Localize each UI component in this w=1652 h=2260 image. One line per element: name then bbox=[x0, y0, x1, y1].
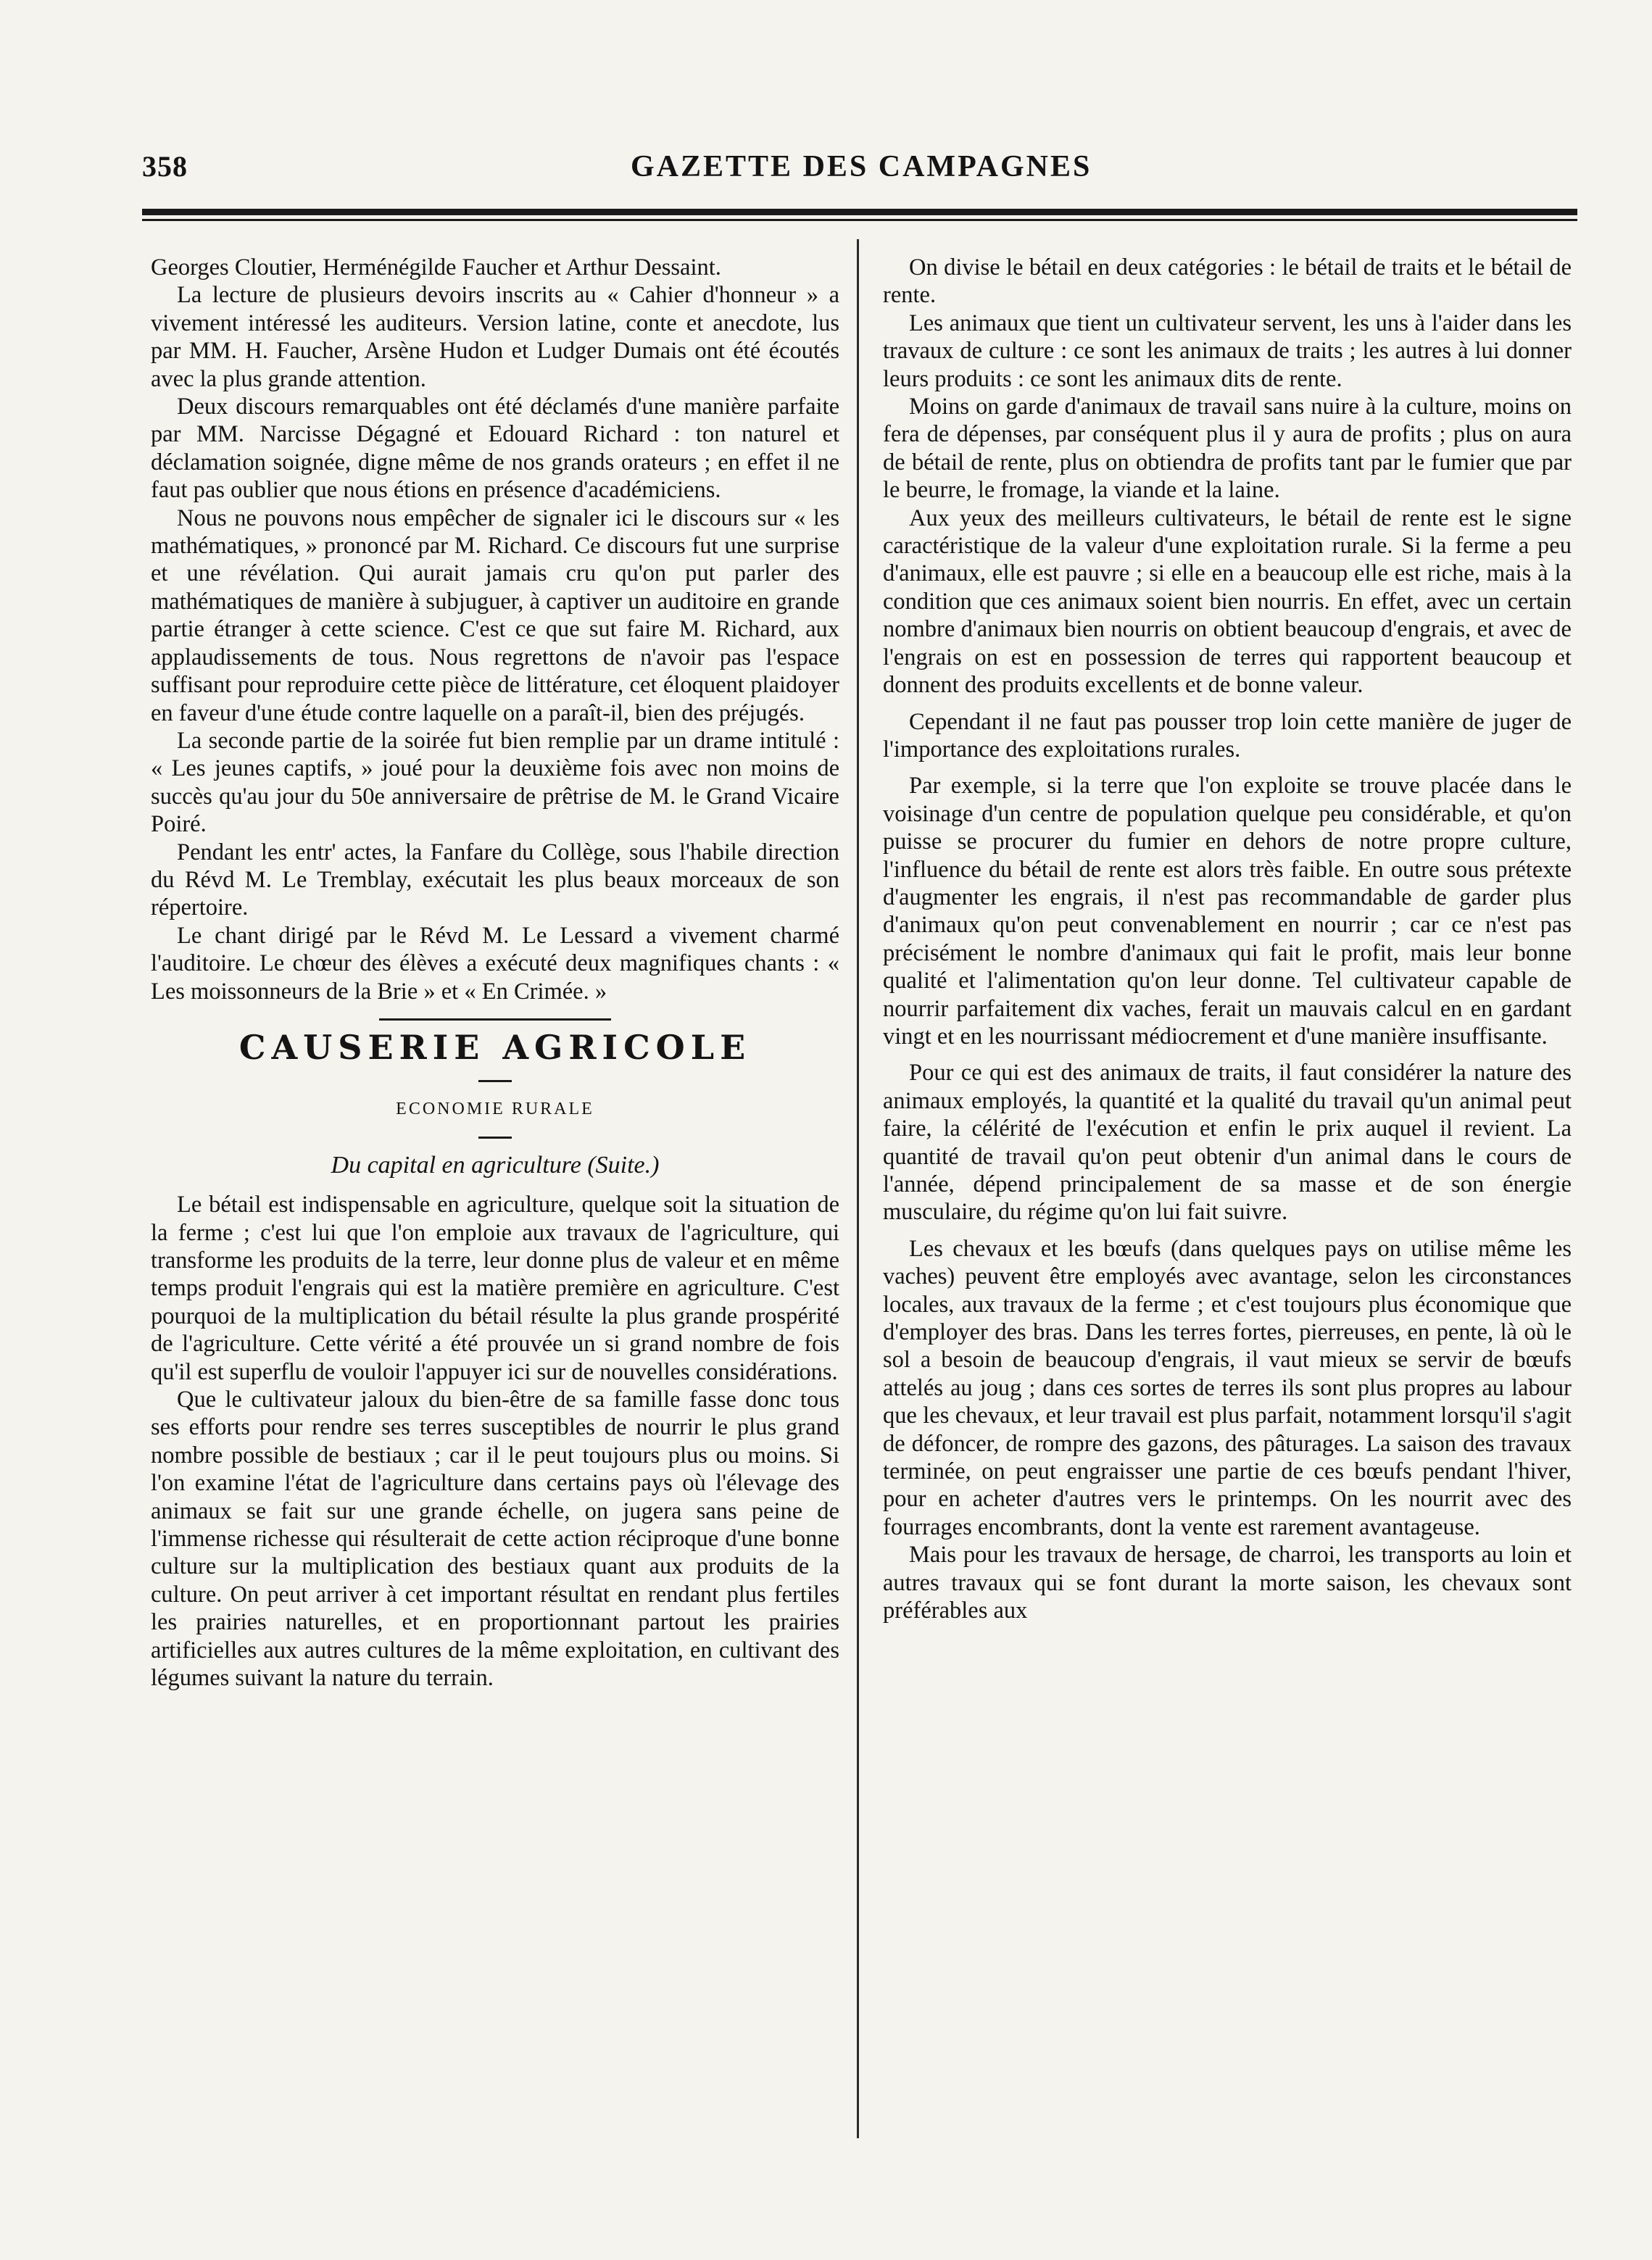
paragraph: Moins on garde d'animaux de travail sans nuire à la culture, moins on fera de dépenses, par conséquent plus il y aura de profits ; plus on aura de bétail de rente, plus on obtiendra de profits tant par le fumier que par le beurre, le fromage, la viande et la laine. bbox=[883, 394, 1572, 504]
paragraph: Les animaux que tient un cultivateur servent, les uns à l'aider dans les travaux de culture : ce sont les animaux de traits ; les autres à lui donner leurs produits : ce sont les animaux dits de rente. bbox=[883, 309, 1572, 392]
paragraph: Les chevaux et les bœufs (dans quelques pays on utilise même les vaches) peuvent être employés avec avantage, selon les circonstances locales, aux travaux de la ferme ; et c'est toujours plus économique que d'employer des bras. Dans les terres fortes, pierreuses, en pente, là où le sol a besoin de beaucoup d'engrais, il vaut mieux se servir de bœufs attelés au joug ; dans ces sortes de terres ils sont plus propres au labour que les chevaux, et leur travail est plus parfait, notamment lorsqu'il s'agit de défoncer, de rompre des gazons, des pâturages. La saison des travaux terminée, on peut engraisser une partie de ces bœufs pendant l'hiver, pour en acheter d'autres vers le printemps. On les nourrit avec des fourrages encombrants, dont la vente est rarement avantageuse. bbox=[883, 1235, 1572, 1540]
paragraph: Aux yeux des meilleurs cultivateurs, le bétail de rente est le signe caractéristique de la valeur d'une exploitation rurale. Si la ferme a peu d'animaux, elle est pauvre ; si elle en a beaucoup elle est riche, mais à la condition que ces animaux soient bien nourris. En effet, avec un certain nombre d'animaux bien nourris on obtient beaucoup d'engrais, et avec de l'engrais on est en possession de terres qui rapportent beaucoup et donnent des produits excellents et de bonne valeur. bbox=[883, 504, 1572, 699]
left-column bbox=[151, 254, 839, 1692]
section-rule bbox=[379, 1018, 611, 1021]
short-rule bbox=[478, 1137, 512, 1139]
paragraph: Nous ne pouvons nous empêcher de signaler ici le discours sur « les mathématiques, » prononcé par M. Richard. Ce discours fut une surprise et une révélation. Qui aurait jamais cru qu'on put parler des mathématiques de manière à subjuguer, à captiver un auditoire en grande partie étranger à cette science. C'est ce que sut faire M. Richard, aux applaudissements de tous. Nous regrettons de n'avoir pas l'espace suffisant pour reproduire cette pièce de littérature, cet éloquent plaidoyer en faveur d'une étude contre laquelle on a paraît-il, bien des préjugés. bbox=[151, 504, 839, 726]
subsection-heading: ECONOMIE RURALE bbox=[396, 1100, 594, 1119]
column-divider bbox=[857, 239, 859, 2138]
header-rule-thin bbox=[142, 219, 1577, 221]
paragraph: Le chant dirigé par le Révd M. Le Lessard a vivement charmé l'auditoire. Le chœur des élèves a exécuté deux magnifiques chants : « Les moissonneurs de la Brie » et « En Crimée. » bbox=[151, 922, 839, 1005]
header-rule bbox=[142, 209, 1577, 215]
paragraph: Par exemple, si la terre que l'on exploite se trouve placée dans le voisinage d'un centre de population quelque peu considérable, et qu'on puisse se procurer du fumier en dehors de notre propre culture, l'influence du bétail de rente est alors très faible. En outre sous prétexte d'augmenter les engrais, il n'est pas recommandable de garder plus d'animaux qu'on peut convenablement en nourrir ; car ce n'est pas précisément le nombre d'animaux qui fait le profit, mais leur bonne qualité et l'alimentation qu'on leur donne. Tel cultivateur capable de nourrir parfaitement dix vaches, ferait un mauvais calcul en en gardant vingt et en les nourrissant médiocrement et d'une manière insuffisante. bbox=[883, 773, 1572, 1050]
running-head: GAZETTE DES CAMPAGNES bbox=[631, 150, 1092, 183]
paragraph: La seconde partie de la soirée fut bien remplie par un drame intitulé : « Les jeunes captifs, » joué pour la deuxième fois avec non moins de succès qu'au jour du 50e anniversaire de prêtrise de M. le Grand Vicaire Poiré. bbox=[151, 727, 839, 838]
paragraph: Georges Cloutier, Herménégilde Faucher et Arthur Dessaint. bbox=[151, 254, 721, 281]
short-rule bbox=[478, 1080, 512, 1082]
page-number: 358 bbox=[142, 150, 188, 183]
section-title: CAUSERIE AGRICOLE bbox=[238, 1027, 752, 1067]
paragraph: Pendant les entr' actes, la Fanfare du Collège, sous l'habile direction du Révd M. Le Tremblay, exécutait les plus beaux morceaux de son répertoire. bbox=[151, 839, 839, 921]
paragraph: On divise le bétail en deux catégories : le bétail de traits et le bétail de rente. bbox=[883, 254, 1572, 309]
paragraph: Que le cultivateur jaloux du bien-être de sa famille fasse donc tous ses efforts pour rendre ses terres susceptibles de nourrir le plus grand nombre possible de bestiaux ; car il le peut toujours plus ou moins. Si l'on examine l'état de l'agriculture dans certains pays où l'élevage des animaux se fait sur une grande échelle, on jugera sans peine de l'immense richesse qui résulterait de cette action réciproque d'une bonne culture sur la multiplication des bestiaux quant aux produits de la culture. On peut arriver à cet important résultat en rendant plus fertiles les prairies naturelles, et en proportionnant partout les prairies artificielles aux autres cultures de la même exploitation, en cultivant des légumes suivant la nature du terrain. bbox=[151, 1387, 839, 1692]
paragraph: Deux discours remarquables ont été déclamés d'une manière parfaite par MM. Narcisse Dégagné et Edouard Richard : ton naturel et déclamation soignée, digne même de nos grands orateurs ; en effet il ne faut pas oublier que nous étions en présence d'académiciens. bbox=[151, 394, 839, 504]
paragraph: Cependant il ne faut pas pousser trop loin cette manière de juger de l'importance des exploitations rurales. bbox=[883, 708, 1572, 763]
paragraph: Mais pour les travaux de hersage, de charroi, les transports au loin et autres travaux qui se font durant la morte saison, les chevaux sont préférables aux bbox=[883, 1542, 1572, 1624]
right-column bbox=[883, 254, 1572, 1625]
paragraph: Le bétail est indispensable en agriculture, quelque soit la situation de la ferme ; c'est lui que l'on emploie aux travaux de l'agriculture, qui transforme les produits de la terre, leur donne plus de valeur et en même temps produit l'engrais qui est la matière première en agriculture. C'est pourquoi de la multiplication du bétail résulte la plus grande prospérité de l'agriculture. Cette vérité a été prouvée un si grand nombre de fois qu'il est superflu de vouloir l'appuyer ici sur de nouvelles considérations. bbox=[151, 1192, 839, 1385]
paragraph: La lecture de plusieurs devoirs inscrits au « Cahier d'honneur » a vivement intéressé les auditeurs. Version latine, conte et anecdote, lus par MM. H. Faucher, Arsène Hudon et Ludger Dumais ont été écoutés avec la plus grande attention. bbox=[151, 282, 839, 392]
article-title: Du capital en agriculture (Suite.) bbox=[331, 1151, 660, 1179]
paragraph: Pour ce qui est des animaux de traits, il faut considérer la nature des animaux employés, la quantité et la qualité du travail qu'un animal peut faire, la célérité de l'exécution et enfin le prix auquel il revient. La quantité de travail qu'on peut obtenir d'un animal dans le cours de l'année, dépend principalement de sa masse et de son énergie musculaire, du régime qu'on lui fait suivre. bbox=[883, 1060, 1572, 1226]
